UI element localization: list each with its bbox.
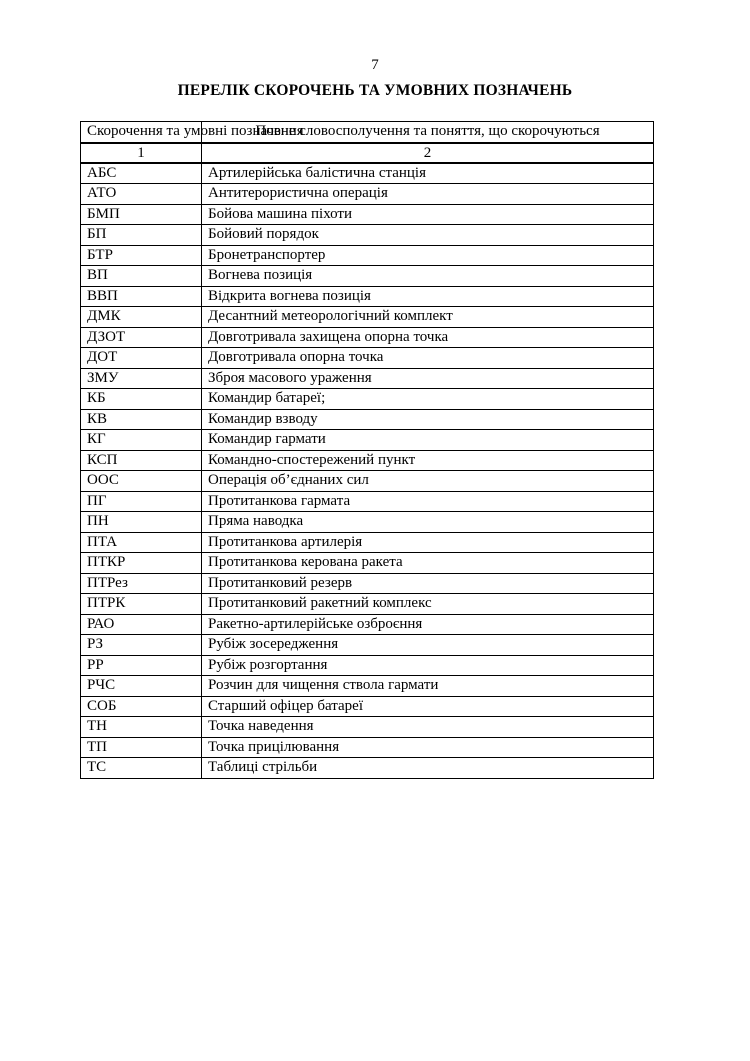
- full-phrase-cell: Командир батареї;: [202, 389, 654, 410]
- abbreviation-cell: РАО: [81, 614, 202, 635]
- full-phrase-cell: Точка наведення: [202, 717, 654, 738]
- table-row: [81, 430, 654, 451]
- full-phrase-cell: Таблиці стрільби: [202, 758, 654, 779]
- full-phrase-cell: Командно-спостережений пункт: [202, 450, 654, 471]
- abbreviation-cell: ПТКР: [81, 553, 202, 574]
- table-row: [81, 348, 654, 369]
- table-row: [81, 635, 654, 656]
- full-phrase-cell: Операція об’єднаних сил: [202, 471, 654, 492]
- full-phrase-cell: Розчин для чищення ствола гармати: [202, 676, 654, 697]
- abbreviation-cell: ДЗОТ: [81, 327, 202, 348]
- table-row: [81, 573, 654, 594]
- header-full-phrase: Повне словосполучення та поняття, що скорочуються: [202, 122, 654, 143]
- table-row: [81, 655, 654, 676]
- abbreviation-cell: ПТА: [81, 532, 202, 553]
- abbreviation-cell: КБ: [81, 389, 202, 410]
- abbreviation-cell: ТН: [81, 717, 202, 738]
- table-row: [81, 737, 654, 758]
- full-phrase-cell: Рубіж розгортання: [202, 655, 654, 676]
- table-row: [81, 266, 654, 287]
- full-phrase-cell: Відкрита вогнева позиція: [202, 286, 654, 307]
- full-phrase-cell: Бойовий порядок: [202, 225, 654, 246]
- abbreviation-cell: ТС: [81, 758, 202, 779]
- abbreviation-cell: ДОТ: [81, 348, 202, 369]
- full-phrase-cell: Пряма наводка: [202, 512, 654, 533]
- column-number-2: 2: [202, 143, 654, 163]
- table-row: [81, 368, 654, 389]
- abbreviation-cell: ООС: [81, 471, 202, 492]
- full-phrase-cell: Протитанкова гармата: [202, 491, 654, 512]
- table-row: [81, 245, 654, 266]
- table-row: [81, 307, 654, 328]
- full-phrase-cell: Протитанкова артилерія: [202, 532, 654, 553]
- table-row: [81, 327, 654, 348]
- full-phrase-cell: Бойова машина піхоти: [202, 204, 654, 225]
- abbreviation-cell: КВ: [81, 409, 202, 430]
- abbreviation-cell: АТО: [81, 184, 202, 205]
- table-row: [81, 409, 654, 430]
- table-row: [81, 286, 654, 307]
- table-row: [81, 471, 654, 492]
- abbreviation-cell: КСП: [81, 450, 202, 471]
- table-row: [81, 389, 654, 410]
- abbreviation-cell: ТП: [81, 737, 202, 758]
- full-phrase-cell: Протитанковий резерв: [202, 573, 654, 594]
- table-row: [81, 614, 654, 635]
- abbreviation-cell: ВВП: [81, 286, 202, 307]
- table-row: [81, 225, 654, 246]
- abbreviation-cell: КГ: [81, 430, 202, 451]
- abbreviation-cell: АБС: [81, 163, 202, 184]
- table-row: [81, 163, 654, 184]
- abbreviation-cell: СОБ: [81, 696, 202, 717]
- header-abbreviation: Скорочення та умовні позначення: [81, 122, 202, 143]
- full-phrase-cell: Десантний метеорологічний комплект: [202, 307, 654, 328]
- table-row: [81, 553, 654, 574]
- table-row: [81, 532, 654, 553]
- full-phrase-cell: Протитанковий ракетний комплекс: [202, 594, 654, 615]
- table-row: [81, 491, 654, 512]
- full-phrase-cell: Зброя масового ураження: [202, 368, 654, 389]
- table-body: [81, 163, 654, 779]
- abbreviation-cell: ДМК: [81, 307, 202, 328]
- column-number-row: [81, 143, 654, 163]
- abbreviation-cell: ПГ: [81, 491, 202, 512]
- table-row: [81, 696, 654, 717]
- abbreviation-cell: ВП: [81, 266, 202, 287]
- full-phrase-cell: Довготривала опорна точка: [202, 348, 654, 369]
- table-row: [81, 758, 654, 779]
- table-row: [81, 184, 654, 205]
- abbreviation-cell: ЗМУ: [81, 368, 202, 389]
- table-row: [81, 676, 654, 697]
- abbreviation-cell: ПТРез: [81, 573, 202, 594]
- table-row: [81, 204, 654, 225]
- full-phrase-cell: Артилерійська балістична станція: [202, 163, 654, 184]
- full-phrase-cell: Рубіж зосередження: [202, 635, 654, 656]
- full-phrase-cell: Антитерористична операція: [202, 184, 654, 205]
- column-number-1: 1: [81, 143, 202, 163]
- table-row: [81, 512, 654, 533]
- abbreviation-cell: БП: [81, 225, 202, 246]
- full-phrase-cell: Бронетранспортер: [202, 245, 654, 266]
- abbreviation-cell: РЧС: [81, 676, 202, 697]
- full-phrase-cell: Командир взводу: [202, 409, 654, 430]
- abbreviation-cell: ПТРК: [81, 594, 202, 615]
- page-title: ПЕРЕЛІК СКОРОЧЕНЬ ТА УМОВНИХ ПОЗНАЧЕНЬ: [177, 82, 573, 99]
- page-number: 7: [371, 57, 379, 73]
- full-phrase-cell: Протитанкова керована ракета: [202, 553, 654, 574]
- full-phrase-cell: Довготривала захищена опорна точка: [202, 327, 654, 348]
- abbreviation-cell: РЗ: [81, 635, 202, 656]
- full-phrase-cell: Точка прицілювання: [202, 737, 654, 758]
- abbreviation-cell: ПН: [81, 512, 202, 533]
- table-row: [81, 450, 654, 471]
- table-row: [81, 594, 654, 615]
- abbreviations-table: [80, 121, 654, 779]
- abbreviation-cell: БТР: [81, 245, 202, 266]
- abbreviation-cell: РР: [81, 655, 202, 676]
- full-phrase-cell: Вогнева позиція: [202, 266, 654, 287]
- header-row: [81, 122, 654, 143]
- full-phrase-cell: Старший офіцер батареї: [202, 696, 654, 717]
- table-row: [81, 717, 654, 738]
- full-phrase-cell: Командир гармати: [202, 430, 654, 451]
- abbreviation-cell: БМП: [81, 204, 202, 225]
- full-phrase-cell: Ракетно-артилерійське озброєння: [202, 614, 654, 635]
